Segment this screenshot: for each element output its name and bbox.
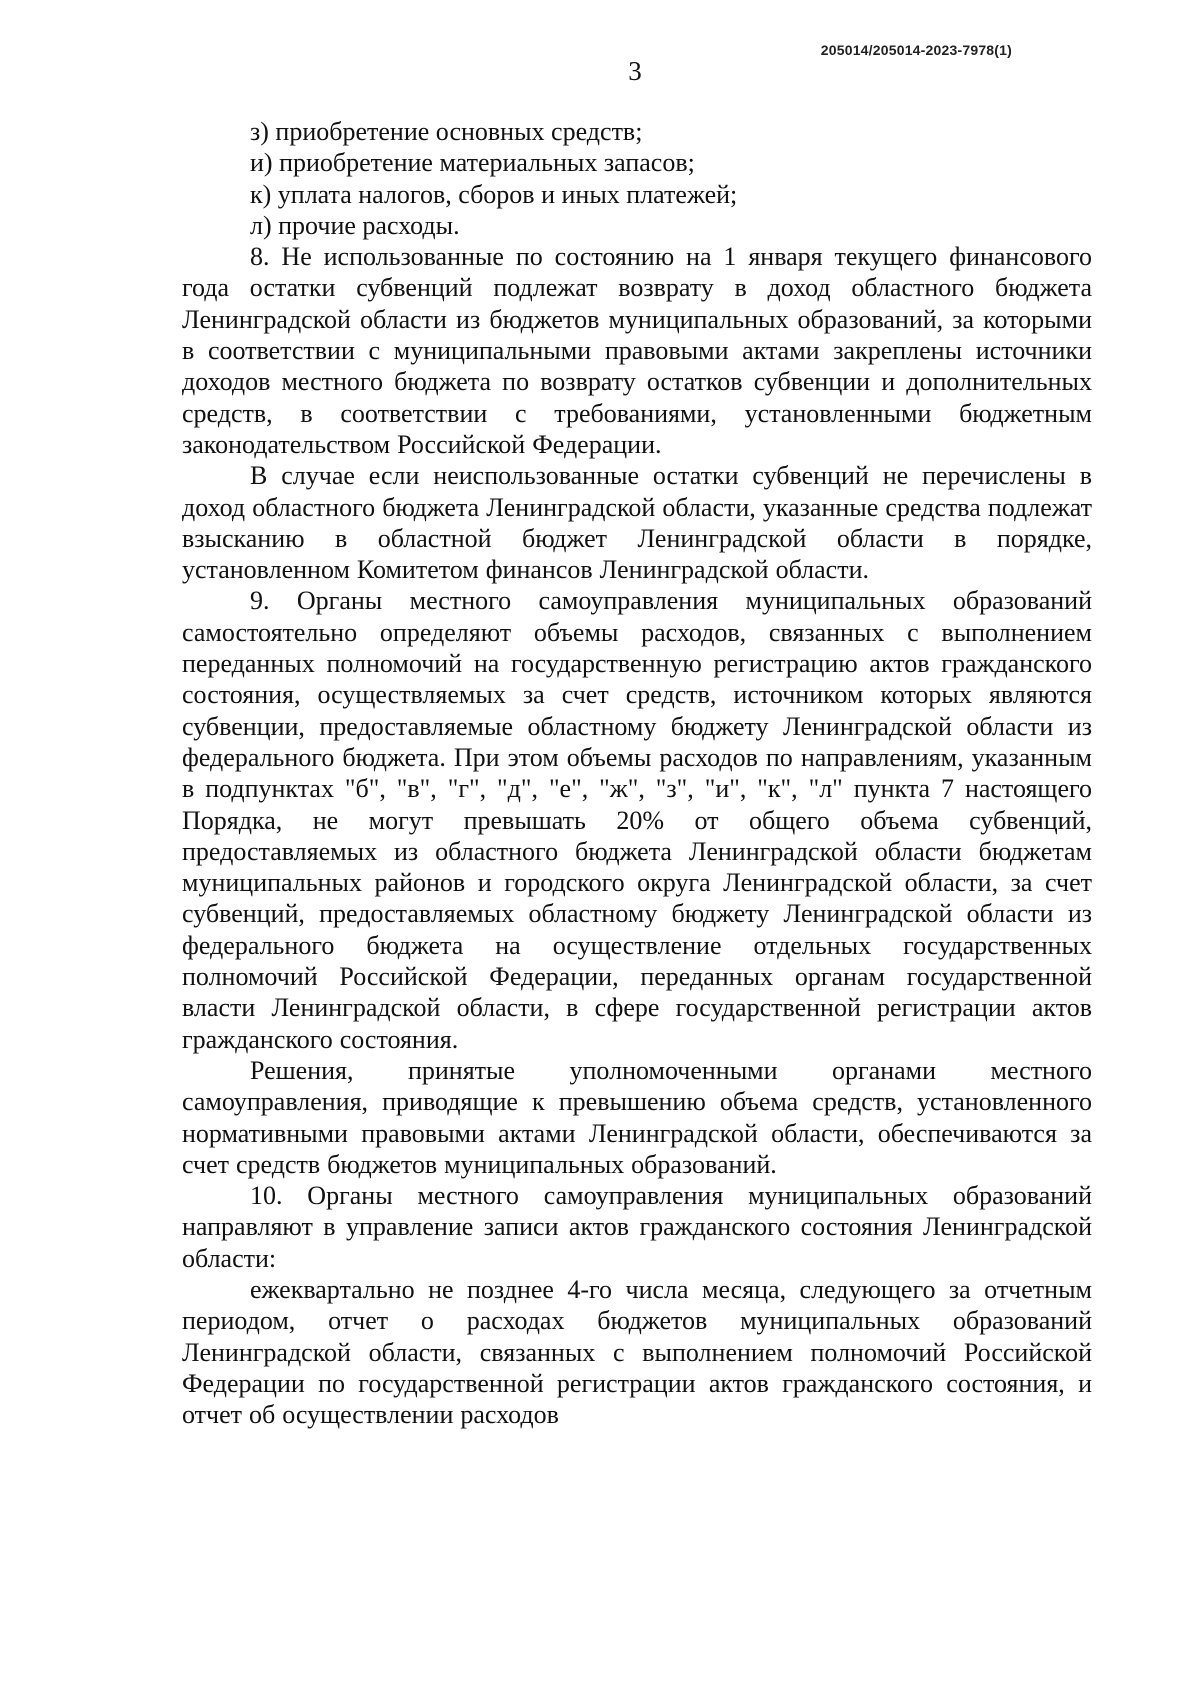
list-item: з) приобретение основных средств;	[250, 117, 643, 146]
document-id: 205014/205014-2023-7978(1)	[820, 42, 1012, 58]
paragraph-unspent-balances: В случае если неиспользованные остатки субвенций не перечислены в доход областного бюджета Ленинградской области, указанные средства подлежат взысканию в областной бюджет Ленинградской области в порядке, установленном Комитетом финансов Ленинградской области.	[182, 461, 1092, 585]
page-number: 3	[628, 56, 642, 86]
paragraph-9: 9. Органы местного самоуправления муниципальных образований самостоятельно определяют объемы расходов, связанных с выполнением переданных полномочий на государственную регистрацию актов гражданского состояния, осуществляемых за счет средств, источником которых являются субвенции, предоставляемые областному бюджету Ленинградской области из федерального бюджета. При этом объемы расходов по направлениям, указанным в подпунктах "б", "в", "г", "д", "е", "ж", "з", "и", "к", "л" пункта 7 настоящего Порядка, не могут превышать 20% от общего объема субвенций, предоставляемых из областного бюджета Ленинградской области бюджетам муниципальных районов и городского округа Ленинградской области, за счет субвенций, предоставляемых областному бюджету Ленинградской области из федерального бюджета на осуществление отдельных государственных полномочий Российской Федерации, переданных органам государственной власти Ленинградской области, в сфере государственной регистрации актов гражданского состояния.	[182, 586, 1092, 1054]
list-item: и) приобретение материальных запасов;	[250, 148, 695, 178]
document-body	[182, 116, 1092, 1430]
paragraph-quarterly-report: ежеквартально не позднее 4-го числа месяца, следующего за отчетным периодом, отчет о расходах бюджетов муниципальных образований Ленинградской области, связанных с выполнением полномочий Российской Федерации по государственной регистрации актов гражданского состояния, и отчет об осуществлении расходов	[182, 1274, 1092, 1430]
paragraph-10: 10. Органы местного самоуправления муниципальных образований направляют в управление записи актов гражданского состояния Ленинградской области:	[182, 1181, 1092, 1273]
list-item: к) уплата налогов, сборов и иных платежей;	[250, 179, 738, 209]
paragraph-8: 8. Не использованные по состоянию на 1 января текущего финансового года остатки субвенций подлежат возврату в доход областного бюджета Ленинградской области из бюджетов муниципальных образований, за которыми в соответствии с муниципальными правовыми актами закреплены источники доходов местного бюджета по возврату остатков субвенции и дополнительных средств, в соответствии с требованиями, установленными бюджетным законодательством Российской Федерации.	[182, 242, 1092, 459]
list-item: л) прочие расходы.	[250, 210, 460, 240]
paragraph-decisions: Решения, принятые уполномоченными органами местного самоуправления, приводящие к превышению объема средств, установленного нормативными правовыми актами Ленинградской области, обеспечиваются за счет средств бюджетов муниципальных образований.	[182, 1055, 1092, 1179]
